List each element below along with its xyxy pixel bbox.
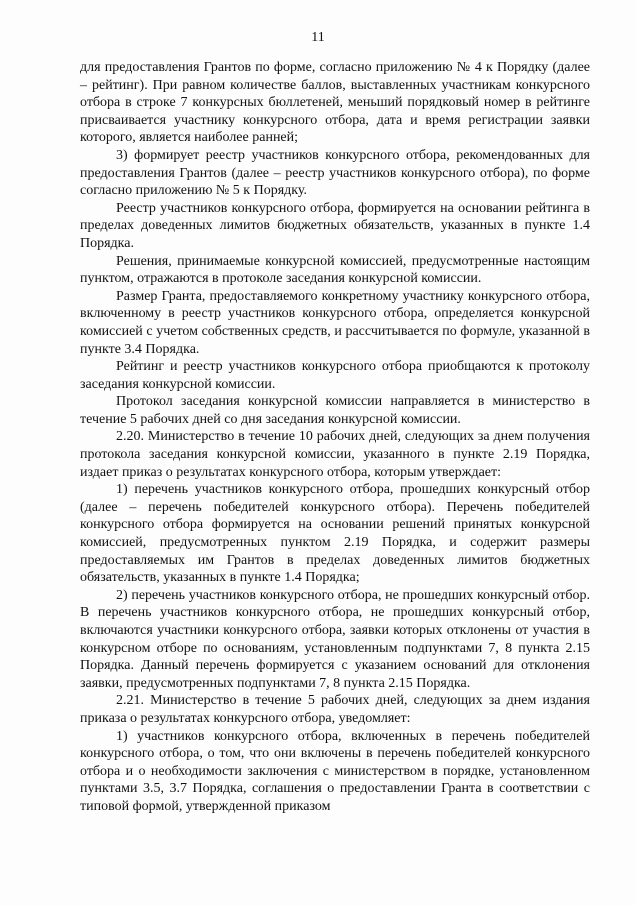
paragraph: Реестр участников конкурсного отбора, формируется на основании рейтинга в пределах доведенных лимитов бюджетных обязательств, указанных в пункте 1.4 Порядка. — [80, 200, 590, 251]
paragraph: для предоставления Грантов по форме, согласно приложению № 4 к Порядку (далее – рейтинг). При равном количестве баллов, выставленных участникам конкурсного отбора в строке 7 конкурсных бюллетеней, меньший порядковый номер в рейтинге присваивается участнику конкурсного отбора, дата и время регистрации заявки которого, является наиболее ранней; — [80, 60, 590, 146]
paragraph: 2.21. Министерство в течение 5 рабочих дней, следующих за днем издания приказа о результатах конкурсного отбора, уведомляет: — [80, 693, 590, 726]
page-number: 11 — [311, 30, 325, 45]
paragraph: 1) перечень участников конкурсного отбора, прошедших конкурсный отбор (далее – перечень победителей конкурсного отбора). Перечень победителей конкурсного отбора формируется на основании решений принятых конкурсной комиссией, предусмотренных пунктом 2.19 Порядка, и содержит размеры предоставляемых им Грантов в пределах доведенных лимитов бюджетных обязательств, указанных в пункте 1.4 Порядка; — [80, 482, 590, 586]
paragraph: Рейтинг и реестр участников конкурсного отбора приобщаются к протоколу заседания конкурсной комиссии. — [80, 359, 590, 392]
paragraph: Размер Гранта, предоставляемого конкретному участнику конкурсного отбора, включенному в реестр участников конкурсного отбора, определяется конкурсной комиссией с учетом собственных средств, и рассчитывается по формуле, указанной в пункте 3.4 Порядка. — [80, 288, 590, 357]
paragraph: Решения, принимаемые конкурсной комиссией, предусмотренные настоящим пунктом, отражаются в протоколе заседания конкурсной комиссии. — [80, 253, 590, 287]
document-body — [80, 59, 590, 816]
paragraph: 1) участников конкурсного отбора, включенных в перечень победителей конкурсного отбора, о том, что они включены в перечень победителей конкурсного отбора и о необходимости заключения с министерством в порядке, установленном пунктами 3.5, 3.7 Порядка, соглашения о предоставлении Гранта в соответствии с типовой формой, утвержденной приказом — [80, 728, 590, 814]
paragraph: 2.20. Министерство в течение 10 рабочих дней, следующих за днем получения протокола заседания конкурсной комиссии, указанного в пункте 2.19 Порядка, издает приказ о результатах конкурсного отбора, которым утверждает: — [80, 429, 590, 480]
paragraph: 2) перечень участников конкурсного отбора, не прошедших конкурсный отбор. В перечень участников конкурсного отбора, не прошедших конкурсный отбор, включаются участники конкурсного отбора, заявки которых отклонены от участия в конкурсном отборе по основаниям, установленным подпунктами 7, 8 пункта 2.15 Порядка. Данный перечень формируется с указанием оснований для отклонения заявки, предусмотренных подпунктами 7, 8 пункта 2.15 Порядка. — [80, 587, 590, 691]
paragraph: Протокол заседания конкурсной комиссии направляется в министерство в течение 5 рабочих дней со дня заседания конкурсной комиссии. — [80, 394, 590, 427]
paragraph: 3) формирует реестр участников конкурсного отбора, рекомендованных для предоставления Грантов (далее – реестр участников конкурсного отбора), по форме согласно приложению № 5 к Порядку. — [80, 147, 590, 199]
